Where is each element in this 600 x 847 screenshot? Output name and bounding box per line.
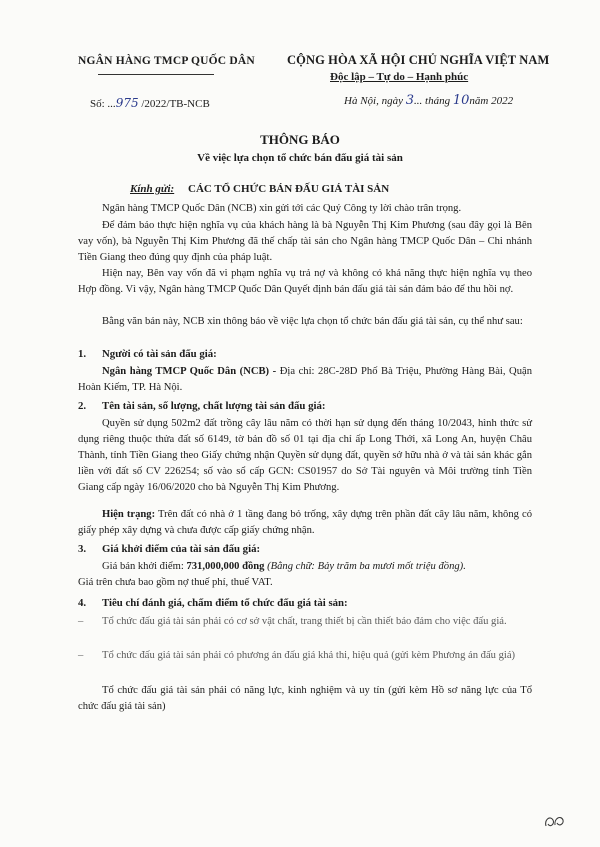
price-note: Giá trên chưa bao gồm nợ thuế phí, thuế VAT. (78, 577, 273, 588)
section-title: Giá khởi điểm của tài sản đấu giá: (102, 543, 261, 555)
date-city: Hà Nội, ngày (344, 95, 406, 107)
greeting-paragraph: Ngân hàng TMCP Quốc Dân (NCB) xin gửi tới các Quý Công ty lời chào trân trọng. (102, 203, 462, 214)
national-title: CỘNG HÒA XÃ HỘI CHỦ NGHĨA VIỆT NAM (287, 53, 550, 67)
recipient-value: CÁC TỔ CHỨC BÁN ĐẤU GIÁ TÀI SẢN (188, 183, 390, 195)
date-year: năm 2022 (469, 95, 514, 107)
page-title: THÔNG BÁO (260, 132, 340, 147)
section-title: Tiêu chí đánh giá, chấm điểm tổ chức đấu giá tài sản: (102, 597, 348, 609)
date-month-handwritten: 10 (452, 93, 470, 108)
section-num: 4. (78, 597, 87, 609)
page-subtitle: Về việc lựa chọn tổ chức bán đấu giá tài sản (197, 152, 403, 164)
paragraph-3: Bằng văn bản này, NCB xin thông báo về việc lựa chọn tổ chức bán đấu giá tài sản, cụ thể như sau: (102, 316, 523, 327)
doc-no-handwritten: 975 (115, 96, 139, 110)
owner-name: Ngân hàng TMCP Quốc Dân (NCB) - (102, 366, 277, 377)
initial-mark-icon (542, 812, 568, 832)
section-4-heading (78, 595, 538, 611)
criteria-item: Tổ chức đấu giá tài sản phải có năng lực, kinh nghiệm và uy tín (gửi kèm Hồ sơ năng lực của Tổ chức đấu giá tài sản) (78, 685, 532, 712)
owner-address: Địa chỉ: 28C-28D Phố Bà Triệu, Phường Hàng Bài, Quận Hoàn Kiếm, TP. Hà Nội. (78, 366, 532, 393)
paragraph-2: Hiện nay, Bên vay vốn đã vi phạm nghĩa vụ trả nợ và không có khả năng thực hiện nghĩa vụ theo Hợp đồng. Vì vậy, Ngân hàng TMCP Quốc Dân Quyết định bán đấu giá tài sản đảm bảo để thu hồi nợ. (78, 268, 532, 295)
divider (98, 74, 214, 75)
price-prefix: Giá bán khởi điểm: (102, 561, 187, 572)
bank-name: NGÂN HÀNG TMCP QUỐC DÂN (78, 55, 255, 67)
section-title: Tên tài sản, số lượng, chất lượng tài sản đấu giá: (102, 400, 326, 412)
date-day-handwritten: 3 (405, 93, 415, 108)
section-num: 3. (78, 543, 87, 555)
price-value: 731,000,000 đồng (186, 561, 265, 572)
recipient-label: Kính gửi: (130, 183, 175, 195)
date-line (344, 93, 513, 108)
criteria-text: Tổ chức đấu giá tài sản phải có cơ sở vật chất, trang thiết bị cần thiết bảo đảm cho việc đấu giá. (102, 616, 507, 627)
section-2-body: Quyền sử dụng 502m2 đất trồng cây lâu năm có thời hạn sử dụng đến tháng 10/2043, hình thức sử dụng riêng thuộc thửa đất số 6149, tờ bản đồ số 01 tại địa chỉ ấp Long Thới, xã Long An, huyện Châu Thành, tỉnh Tiền Giang theo Giấy chứng nhận Quyền sử dụng đất, quyền sở hữu nhà ở và tài sản khác gắn liền với đất số CV 226254; số vào sổ cấp GCN: CS01957 do Sở Tài nguyên và Môi trường tỉnh Tiền Giang cấp ngày 16/06/2020 cho bà Nguyễn Thị Kim Phương. (78, 418, 532, 493)
doc-no-prefix: Số: ... (90, 98, 116, 110)
section-2-status (78, 507, 532, 539)
criteria-item (78, 614, 532, 630)
section-3-price (78, 559, 532, 575)
section-3-heading (78, 541, 538, 557)
document-number (90, 96, 210, 110)
criteria-item (78, 648, 532, 664)
price-in-words: (Bằng chữ: Bảy trăm ba mươi mốt triệu đồng). (264, 561, 466, 572)
dash-icon: – (78, 650, 84, 661)
section-num: 1. (78, 348, 87, 360)
paragraph-1: Để đảm bảo thực hiện nghĩa vụ của khách hàng là bà Nguyễn Thị Kim Phương (sau đây gọi là Bên vay vốn), bà Nguyễn Thị Kim Phương đã thế chấp tài sản cho Ngân hàng TMCP Quốc Dân – Chi nhánh Tiền Giang theo đúng quy định của pháp luật. (78, 220, 532, 263)
status-label: Hiện trạng: (102, 509, 156, 520)
national-motto: Độc lập – Tự do – Hạnh phúc (330, 71, 469, 83)
criteria-text: Tổ chức đấu giá tài sản phải có phương án đấu giá khả thi, hiệu quả (gửi kèm Phương án đấu giá) (102, 650, 516, 661)
status-text: Trên đất có nhà ở 1 tầng đang bỏ trống, xây dựng trên phần đất cây lâu năm, không có giấy phép xây dựng và chưa được cấp giấy chứng nhận. (78, 509, 533, 536)
dash-icon: – (78, 616, 84, 627)
section-1-heading (78, 346, 538, 362)
date-month-word: ... tháng (414, 95, 453, 107)
section-title: Người có tài sản đấu giá: (102, 348, 217, 360)
section-num: 2. (78, 400, 87, 412)
doc-no-suffix: /2022/TB-NCB (138, 98, 210, 110)
section-1-body (78, 364, 532, 396)
section-2-heading (78, 398, 538, 414)
